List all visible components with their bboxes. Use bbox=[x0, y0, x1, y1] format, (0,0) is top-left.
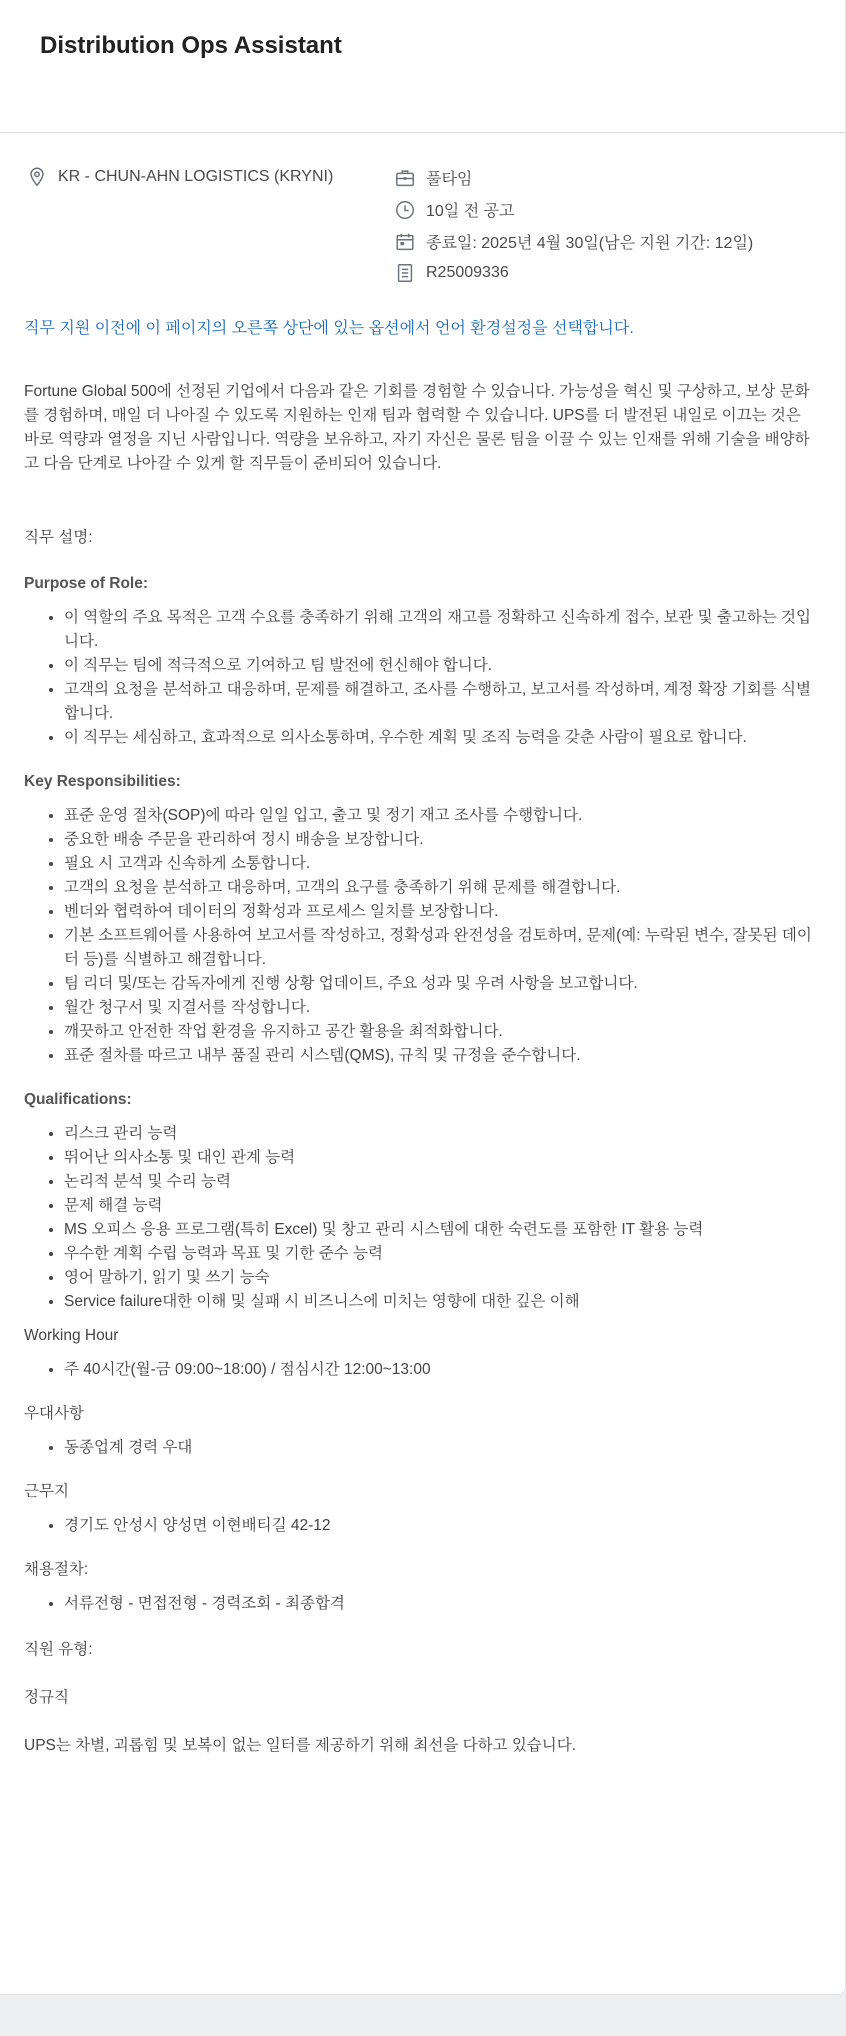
posted-row bbox=[394, 198, 515, 221]
purpose-list bbox=[24, 606, 819, 750]
work-location-list bbox=[24, 1514, 819, 1538]
list-item: • 리스크 관리 능력 bbox=[64, 1122, 819, 1146]
document-icon bbox=[394, 262, 416, 284]
list-item: • 기본 소프트웨어를 사용하여 보고서를 작성하고, 정확성과 완전성을 검토하며, 문제(예: 누락된 변수, 잘못된 데이터 등)를 식별하고 해결합니다. bbox=[64, 924, 819, 972]
list-item: • 논리적 분석 및 수리 능력 bbox=[64, 1170, 819, 1194]
list-item: • 벤더와 협력하여 데이터의 정확성과 프로세스 일치를 보장합니다. bbox=[64, 900, 819, 924]
list-item: • 깨끗하고 안전한 작업 환경을 유지하고 공간 활용을 최적화합니다. bbox=[64, 1020, 819, 1044]
location-pin-icon bbox=[26, 166, 48, 188]
preferred-list bbox=[24, 1436, 819, 1460]
qualifications-heading: Qualifications: bbox=[24, 1091, 132, 1108]
closing-date-text: 종료일: 2025년 4월 30일(남은 지원 기간: 12일) bbox=[426, 235, 754, 252]
qualifications-list bbox=[24, 1122, 819, 1314]
list-item: • 고객의 요청을 분석하고 대응하며, 문제를 해결하고, 조사를 수행하고, 보고서를 작성하며, 계정 확장 기회를 식별합니다. bbox=[64, 678, 819, 726]
intro-paragraph: Fortune Global 500에 선정된 기업에서 다음과 같은 기회를 경험할 수 있습니다. 가능성을 혁신 및 구상하고, 보상 문화를 경험하며, 매일 더 나아질 수 있도록 지원하는 인재 팀과 협력할 수 있습니다. UPS를 더 발전된 내일로 이끄는 것은 바로 역량과 열정을 지닌 사람입니다. 역량을 보유하고, 자기 자신은 물론 팀을 이끌 수 있는 인재를 위해 기술을 배양하고 다음 단계로 나아갈 수 있게 할 직무들이 준비되어 있습니다. bbox=[24, 383, 810, 472]
list-item: • 고객의 요청을 분석하고 대응하며, 고객의 요구를 충족하기 위해 문제를 해결합니다. bbox=[64, 876, 819, 900]
list-item: • 팀 리더 및/또는 감독자에게 진행 상황 업데이트, 주요 성과 및 우려 사항을 보고합니다. bbox=[64, 972, 819, 996]
job-description bbox=[24, 380, 819, 1758]
list-item: • 서류전형 - 면접전형 - 경력조회 - 최종합격 bbox=[64, 1592, 819, 1616]
list-item: • 이 직무는 세심하고, 효과적으로 의사소통하며, 우수한 계획 및 조직 능력을 갖춘 사람이 필요로 합니다. bbox=[64, 726, 819, 750]
list-item: • 영어 말하기, 읽기 및 쓰기 능숙 bbox=[64, 1266, 819, 1290]
list-item: • 경기도 안성시 양성면 이현배티길 42-12 bbox=[64, 1514, 819, 1538]
employment-type-row bbox=[394, 166, 472, 189]
list-item: • 동종업계 경력 우대 bbox=[64, 1436, 819, 1460]
posted-text: 10일 전 공고 bbox=[426, 203, 515, 220]
list-item: • 표준 절차를 따르고 내부 품질 관리 시스템(QMS), 규칙 및 규정을 준수합니다. bbox=[64, 1044, 819, 1068]
working-hour-list bbox=[24, 1358, 819, 1382]
employee-type-heading: 직원 유형: bbox=[24, 1641, 93, 1658]
clock-icon bbox=[394, 199, 416, 221]
responsibilities-list bbox=[24, 804, 819, 1068]
list-item: • 필요 시 고객과 신속하게 소통합니다. bbox=[64, 852, 819, 876]
list-item: • 우수한 계획 수립 능력과 목표 및 기한 준수 능력 bbox=[64, 1242, 819, 1266]
job-title: Distribution Ops Assistant bbox=[40, 32, 342, 59]
req-id-row bbox=[394, 262, 509, 284]
calendar-icon bbox=[394, 231, 416, 253]
employment-type-text: 풀타임 bbox=[426, 171, 473, 188]
language-notice: 직무 지원 이전에 이 페이지의 오른쪽 상단에 있는 옵션에서 언어 환경설정을 선택합니다. bbox=[24, 320, 634, 337]
list-item: • 문제 해결 능력 bbox=[64, 1194, 819, 1218]
list-item: • 표준 운영 절차(SOP)에 따라 일일 입고, 출고 및 정기 재고 조사를 수행합니다. bbox=[64, 804, 819, 828]
list-item: • 뛰어난 의사소통 및 대인 관계 능력 bbox=[64, 1146, 819, 1170]
list-item: • 주 40시간(월-금 09:00~18:00) / 점심시간 12:00~13:00 bbox=[64, 1358, 819, 1382]
location-text: KR - CHUN-AHN LOGISTICS (KRYNI) bbox=[58, 168, 334, 185]
preferred-heading: 우대사항 bbox=[24, 1405, 84, 1422]
list-item: • 중요한 배송 주문을 관리하여 정시 배송을 보장합니다. bbox=[64, 828, 819, 852]
req-id-text: R25009336 bbox=[426, 264, 509, 281]
hiring-process-heading: 채용절차: bbox=[24, 1561, 89, 1578]
employee-type-value: 정규직 bbox=[24, 1689, 69, 1706]
list-item: • 이 역할의 주요 목적은 고객 수요를 충족하기 위해 고객의 재고를 정확하고 신속하게 접수, 보관 및 출고하는 것입니다. bbox=[64, 606, 819, 654]
work-location-heading: 근무지 bbox=[24, 1483, 69, 1500]
list-item: • Service failure대한 이해 및 실패 시 비즈니스에 미치는 영향에 대한 깊은 이해 bbox=[64, 1290, 819, 1314]
list-item: • 월간 청구서 및 지결서를 작성합니다. bbox=[64, 996, 819, 1020]
header-divider bbox=[0, 132, 846, 133]
eeo-statement: UPS는 차별, 괴롭힘 및 보복이 없는 일터를 제공하기 위해 최선을 다하고 있습니다. bbox=[24, 1737, 577, 1754]
location-row bbox=[26, 166, 333, 188]
responsibilities-heading: Key Responsibilities: bbox=[24, 773, 181, 790]
hiring-process-list bbox=[24, 1592, 819, 1616]
closing-row bbox=[394, 230, 753, 253]
list-item: • 이 직무는 팀에 적극적으로 기여하고 팀 발전에 헌신해야 합니다. bbox=[64, 654, 819, 678]
list-item: • MS 오피스 응용 프로그램(특히 Excel) 및 창고 관리 시스템에 대한 숙련도를 포함한 IT 활용 능력 bbox=[64, 1218, 819, 1242]
briefcase-icon bbox=[394, 167, 416, 189]
working-hour-heading: Working Hour bbox=[24, 1327, 119, 1344]
purpose-heading: Purpose of Role: bbox=[24, 575, 149, 592]
description-heading: 직무 설명: bbox=[24, 529, 93, 546]
